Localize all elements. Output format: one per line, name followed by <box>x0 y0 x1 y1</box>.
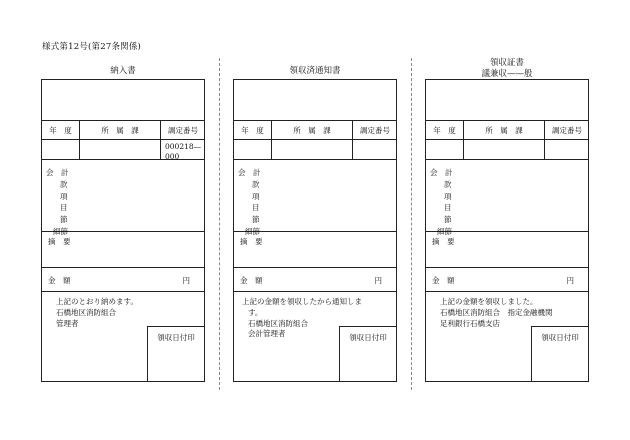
form-title: 納入書 <box>110 66 136 76</box>
header-row <box>425 121 589 140</box>
dept-header: 所 属 課 <box>79 121 160 139</box>
note-text: 上記の金額を領収したから通知しま す。 石橋地区消防組合 会計管理者 <box>242 297 362 339</box>
receipt-stamp-box: 領収日付印 <box>531 326 589 382</box>
header-row <box>233 121 397 140</box>
value-row <box>425 140 589 160</box>
address-box <box>425 79 589 121</box>
dept-value <box>79 140 160 159</box>
moku-label: 目 <box>252 203 260 213</box>
header-row <box>41 121 205 140</box>
code-header: 調定番号 <box>160 121 205 139</box>
year-value <box>42 140 79 159</box>
account-label: 会 計 <box>238 168 261 177</box>
note-section <box>233 292 397 382</box>
receipt-stamp-box: 領収日付印 <box>147 326 205 382</box>
account-section <box>41 160 205 236</box>
value-row <box>233 140 397 160</box>
form-number-label: 様式第12号(第27条関係) <box>42 42 142 52</box>
year-header: 年 度 <box>433 125 456 135</box>
dept-header: 所 属 課 <box>271 121 352 139</box>
saisetsu-label: 細節 <box>245 226 260 236</box>
form-title: 領収証書 議兼収——般 <box>481 58 533 79</box>
receipt-stamp-box: 領収日付印 <box>339 326 397 382</box>
memo-row: 摘 要 <box>41 232 205 268</box>
moku-label: 目 <box>60 203 68 213</box>
cut-line <box>411 58 412 390</box>
year-header: 年 度 <box>241 125 264 135</box>
amount-row: 金 額 円 <box>425 268 589 292</box>
code-value <box>544 140 589 159</box>
setsu-label: 節 <box>252 215 260 225</box>
setsu-label: 節 <box>444 215 452 225</box>
saisetsu-label: 細節 <box>53 226 68 236</box>
kan-label: 款 <box>444 179 452 189</box>
account-label: 会 計 <box>430 168 453 177</box>
receipt-notice-form <box>233 58 397 390</box>
kan-label: 款 <box>252 179 260 189</box>
code-value <box>352 140 397 159</box>
memo-row: 摘 要 <box>425 232 589 268</box>
yen-unit: 円 <box>566 276 574 285</box>
year-header: 年 度 <box>49 125 72 135</box>
saisetsu-label: 細節 <box>437 226 452 236</box>
kou-label: 項 <box>444 191 452 201</box>
code-header: 調定番号 <box>352 121 397 139</box>
moku-label: 目 <box>444 203 452 213</box>
account-section <box>233 160 397 236</box>
address-box <box>41 79 205 121</box>
memo-row: 摘 要 <box>233 232 397 268</box>
address-box <box>233 79 397 121</box>
note-text: 上記の金額を領収しました。 石橋地区消防組合 指定金融機関 足利銀行石橋支店 <box>440 297 553 328</box>
account-section <box>425 160 589 236</box>
yen-unit: 円 <box>374 276 382 285</box>
account-label: 会 計 <box>46 168 69 177</box>
code-value: 000218— 000 <box>160 140 205 159</box>
amount-row: 金 額 円 <box>233 268 397 292</box>
value-row <box>41 140 205 160</box>
dept-header: 所 属 課 <box>463 121 544 139</box>
code-header: 調定番号 <box>544 121 589 139</box>
kou-label: 項 <box>60 191 68 201</box>
amount-row: 金 額 円 <box>41 268 205 292</box>
dept-value <box>463 140 544 159</box>
note-section <box>41 292 205 382</box>
note-section <box>425 292 589 382</box>
payment-slip-form <box>41 58 205 390</box>
year-value <box>234 140 271 159</box>
form-title: 領収済通知書 <box>289 66 341 76</box>
kou-label: 項 <box>252 191 260 201</box>
dept-value <box>271 140 352 159</box>
setsu-label: 節 <box>60 215 68 225</box>
note-text: 上記のとおり納めます。 石橋地区消防組合 管理者 <box>56 297 138 328</box>
cut-line <box>219 58 220 390</box>
yen-unit: 円 <box>182 276 190 285</box>
receipt-form <box>425 58 589 390</box>
kan-label: 款 <box>60 179 68 189</box>
year-value <box>426 140 463 159</box>
